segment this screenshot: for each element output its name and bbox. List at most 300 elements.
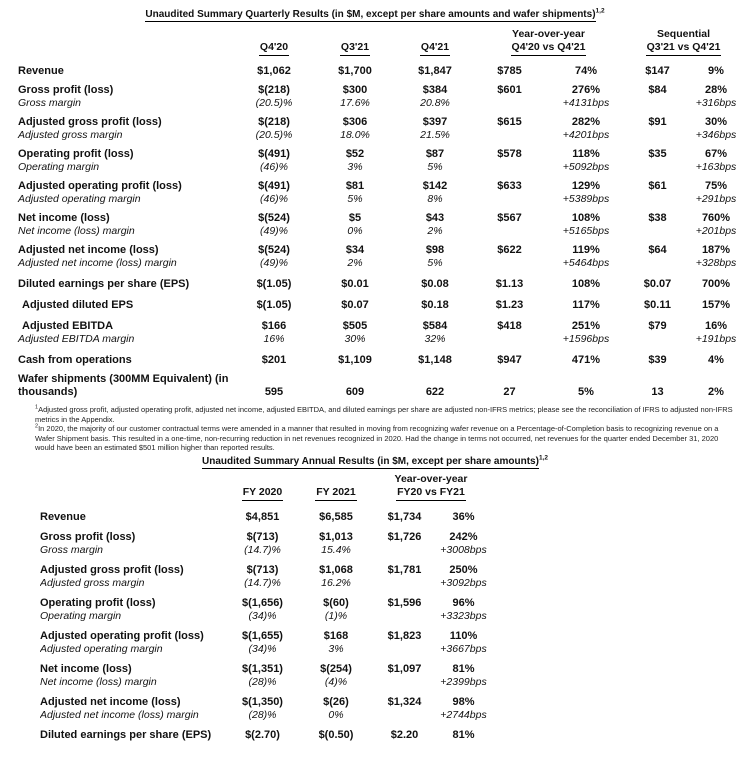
footnote-1-text: Adjusted gross profit, adjusted operating profit, adjusted net income, adjusted EBITDA, and diluted earnings per share are adjusted non-IFRS metrics; please see the reconciliation of IFRS to adjusted non-IFRS metrics in the Appendix.: [35, 405, 733, 424]
row-label: Wafer shipments (300MM Equivalent) (in thousands): [18, 373, 229, 398]
cell-value: $(1.05): [256, 299, 292, 311]
cell-value: [472, 333, 547, 346]
cell-value: [372, 643, 437, 656]
cell-value: [625, 97, 690, 110]
cell-value: $567: [497, 212, 522, 224]
cell-value: (49)%: [259, 257, 288, 269]
cell-value: 67%: [704, 148, 728, 160]
cell-value: 250%: [449, 563, 478, 576]
cell-value: [372, 544, 437, 557]
col-header-yoy-compare: Q4'20 vs Q4'21: [511, 41, 587, 56]
quarterly-column-header-row: [8, 41, 742, 59]
cell-value: $0.08: [421, 278, 449, 290]
empty-header-cell: [8, 28, 236, 41]
cell-value: $615: [497, 116, 522, 128]
metric-row: [40, 656, 490, 676]
metric-row: [8, 367, 742, 399]
cell-value: 609: [345, 386, 365, 398]
footnote-1-marker: 1: [35, 404, 39, 411]
cell-value: $201: [261, 354, 287, 366]
metric-row: [8, 174, 742, 193]
row-label: Adjusted gross margin: [40, 576, 145, 589]
cell-value: $(524): [258, 244, 290, 256]
cell-value: $622: [497, 244, 522, 256]
column-header: [300, 486, 372, 504]
cell-value: $(0.50): [318, 728, 354, 741]
row-label: Net income (loss) margin: [18, 225, 135, 237]
cell-value: $584: [422, 320, 448, 332]
cell-value: $84: [648, 84, 667, 96]
row-label: Adjusted net income (loss) margin: [18, 257, 177, 269]
margin-row: [8, 333, 742, 346]
cell-value: $39: [648, 354, 667, 366]
row-label: Adjusted gross profit (loss): [18, 116, 162, 128]
cell-value: $505: [342, 320, 368, 332]
metric-row: [40, 722, 490, 742]
cell-value: $168: [323, 629, 349, 642]
cell-value: (28)%: [248, 675, 277, 688]
metric-row: [40, 689, 490, 709]
cell-value: +5464bps: [562, 257, 610, 269]
cell-value: +191bps: [695, 333, 737, 345]
cell-value: [625, 129, 690, 142]
cell-value: $578: [497, 148, 522, 160]
cell-value: 30%: [344, 333, 366, 345]
annual-title-footnote-ref: 1,2: [538, 454, 548, 462]
cell-value: $147: [645, 65, 670, 77]
cell-value: 117%: [572, 299, 600, 311]
cell-value: $35: [648, 148, 667, 160]
row-label: Adjusted gross profit (loss): [40, 563, 184, 576]
cell-value: (46)%: [259, 193, 288, 205]
cell-value: $947: [497, 354, 522, 366]
cell-value: $(491): [258, 148, 290, 160]
cell-value: $(1,350): [242, 695, 283, 708]
cell-value: 2%: [347, 257, 363, 269]
cell-value: +3667bps: [440, 642, 487, 655]
cell-value: 32%: [424, 333, 446, 345]
cell-value: +5389bps: [562, 193, 610, 205]
cell-value: 13: [651, 386, 664, 398]
row-label: Operating profit (loss): [18, 148, 134, 160]
cell-value: $(524): [258, 212, 290, 224]
cell-value: 20.8%: [420, 97, 450, 109]
cell-value: [372, 610, 437, 623]
cell-value: 81%: [452, 728, 475, 741]
cell-value: 96%: [452, 596, 475, 609]
cell-value: 9%: [708, 65, 724, 77]
quarterly-results-title-text: Unaudited Summary Quarterly Results (in $M, except per share amounts and wafer shipments): [145, 9, 596, 20]
cell-value: $(1,351): [242, 662, 283, 675]
cell-value: 129%: [571, 180, 601, 192]
cell-value: +2744bps: [440, 708, 487, 721]
empty-header-cell: [40, 486, 225, 504]
cell-value: $34: [345, 244, 365, 256]
row-label: Revenue: [18, 65, 64, 77]
margin-row: [8, 161, 742, 174]
cell-value: 75%: [704, 180, 728, 192]
row-label: Operating margin: [40, 609, 122, 622]
cell-value: $43: [425, 212, 445, 224]
cell-value: 118%: [572, 148, 600, 160]
empty-header-cell: [236, 28, 472, 41]
cell-value: 108%: [571, 212, 601, 224]
col-header-fy2020: FY 2020: [242, 486, 284, 501]
cell-value: $(254): [320, 662, 352, 675]
cell-value: 595: [264, 386, 284, 398]
row-label: Adjusted operating margin: [18, 193, 141, 205]
cell-value: $601: [497, 84, 522, 96]
margin-row: [40, 643, 490, 656]
margin-row: [8, 129, 742, 142]
column-header: [472, 41, 625, 59]
cell-value: 276%: [571, 84, 601, 96]
cell-value: [372, 709, 437, 722]
row-label: Diluted earnings per share (EPS): [18, 278, 190, 290]
row-label: Adjusted operating profit (loss): [40, 629, 204, 642]
cell-value: $1,062: [257, 65, 291, 77]
cell-value: $1,700: [338, 65, 372, 77]
cell-value: 157%: [701, 299, 731, 311]
cell-value: $1,734: [387, 510, 422, 523]
cell-value: $(713): [246, 563, 279, 576]
cell-value: $(26): [323, 695, 349, 708]
row-label: Operating margin: [18, 161, 100, 173]
cell-value: +316bps: [695, 97, 737, 109]
row-label: Gross margin: [40, 543, 104, 556]
cell-value: 622: [425, 386, 445, 398]
cell-value: [372, 577, 437, 590]
cell-value: [625, 257, 690, 270]
row-label: Operating profit (loss): [40, 596, 156, 609]
row-label: Net income (loss): [18, 212, 110, 224]
quarterly-results-table: [8, 28, 742, 399]
annual-header-group-row: [40, 473, 490, 486]
cell-value: $1.13: [495, 278, 524, 290]
row-label: Gross profit (loss): [18, 84, 114, 96]
cell-value: $1.23: [495, 299, 524, 311]
margin-row: [40, 610, 490, 623]
annual-results-title: [8, 455, 742, 469]
cell-value: $1,013: [319, 530, 353, 543]
row-label: Net income (loss): [40, 662, 132, 675]
cell-value: +328bps: [695, 257, 737, 269]
cell-value: $1,097: [387, 662, 422, 675]
cell-value: +3092bps: [440, 576, 487, 589]
metric-row: [40, 504, 490, 524]
cell-value: $633: [497, 180, 522, 192]
cell-value: 119%: [572, 244, 600, 256]
cell-value: +5092bps: [562, 161, 610, 173]
cell-value: 30%: [704, 116, 728, 128]
cell-value: $1,781: [387, 563, 422, 576]
cell-value: [625, 225, 690, 238]
margin-row: [40, 709, 490, 722]
cell-value: $1,148: [418, 354, 452, 366]
cell-value: [625, 193, 690, 206]
footnote-1: [35, 405, 736, 424]
col-header-q3-21: Q3'21: [340, 41, 370, 56]
row-label: Gross margin: [18, 97, 82, 109]
row-label: Net income (loss) margin: [40, 675, 157, 688]
cell-value: 251%: [571, 320, 601, 332]
cell-value: $91: [648, 116, 667, 128]
cell-value: (14.7)%: [244, 543, 281, 556]
cell-value: 21.5%: [420, 129, 450, 141]
cell-value: $0.18: [421, 299, 449, 311]
metric-row: [40, 524, 490, 544]
cell-value: $6,585: [319, 510, 353, 523]
cell-value: (14.7)%: [244, 576, 281, 589]
cell-value: $79: [648, 320, 667, 332]
cell-value: (20.5)%: [255, 129, 293, 141]
cell-value: +291bps: [695, 193, 737, 205]
empty-header-cell: [8, 41, 236, 59]
empty-header-cell: [40, 473, 225, 486]
col-header-fy-compare: FY20 vs FY21: [396, 486, 466, 501]
cell-value: $1,823: [387, 629, 422, 642]
cell-value: 18.0%: [340, 129, 370, 141]
cell-value: 36%: [452, 510, 475, 523]
margin-row: [8, 225, 742, 238]
cell-value: [472, 97, 547, 110]
cell-value: 2%: [708, 386, 724, 398]
cell-value: [625, 333, 690, 346]
cell-value: 15.4%: [321, 543, 351, 556]
cell-value: 0%: [347, 225, 363, 237]
cell-value: $306: [342, 116, 368, 128]
cell-value: $(1,656): [242, 596, 283, 609]
cell-value: $0.01: [341, 278, 369, 290]
cell-value: $0.07: [341, 299, 369, 311]
cell-value: +4201bps: [562, 129, 610, 141]
metric-row: [8, 59, 742, 78]
cell-value: [625, 161, 690, 174]
cell-value: 27: [503, 386, 516, 398]
quarterly-results-title: [8, 8, 742, 22]
margin-row: [40, 676, 490, 689]
cell-value: (1)%: [324, 609, 348, 622]
annual-column-header-row: [40, 486, 490, 504]
cell-value: 700%: [701, 278, 731, 290]
cell-value: (4)%: [324, 675, 348, 688]
cell-value: 5%: [578, 386, 594, 398]
col-header-fy2021: FY 2021: [315, 486, 357, 501]
cell-value: +346bps: [695, 129, 737, 141]
cell-value: $785: [497, 65, 522, 77]
row-label: Revenue: [40, 510, 86, 523]
cell-value: $397: [422, 116, 448, 128]
cell-value: 110%: [449, 629, 478, 642]
cell-value: 282%: [571, 116, 601, 128]
empty-header-cell: [225, 473, 300, 486]
column-header: [236, 41, 312, 59]
cell-value: $87: [425, 148, 445, 160]
empty-header-cell: [300, 473, 372, 486]
cell-value: 8%: [427, 193, 443, 205]
metric-row: [40, 590, 490, 610]
cell-value: (34)%: [248, 609, 277, 622]
cell-value: 108%: [571, 278, 601, 290]
yoy-group-header: Year-over-year: [394, 472, 468, 485]
cell-value: $166: [261, 320, 287, 332]
cell-value: 3%: [328, 642, 344, 655]
cell-value: 74%: [574, 65, 598, 77]
column-header: [625, 41, 742, 59]
row-label: Adjusted operating margin: [40, 642, 163, 655]
metric-row: [8, 142, 742, 161]
column-header: [225, 486, 300, 504]
cell-value: 242%: [449, 530, 478, 543]
annual-results-title-text: Unaudited Summary Annual Results (in $M, except per share amounts): [202, 455, 539, 467]
row-label: Adjusted gross margin: [18, 129, 123, 141]
col-header-seq-compare: Q3'21 vs Q4'21: [646, 41, 722, 56]
row-label: Diluted earnings per share (EPS): [40, 728, 212, 741]
cell-value: $(1.05): [256, 278, 292, 290]
col-header-q4-20: Q4'20: [259, 41, 289, 56]
cell-value: $(2.70): [245, 728, 280, 741]
metric-row: [8, 238, 742, 257]
cell-value: $4,851: [245, 510, 280, 523]
cell-value: (34)%: [248, 642, 277, 655]
metric-row: [8, 312, 742, 333]
row-label: Adjusted diluted EPS: [22, 299, 134, 311]
cell-value: $98: [425, 244, 445, 256]
cell-value: $81: [345, 180, 365, 192]
cell-value: $384: [422, 84, 448, 96]
footnotes: [8, 405, 742, 453]
cell-value: 17.6%: [340, 97, 370, 109]
cell-value: 760%: [701, 212, 731, 224]
cell-value: $418: [497, 320, 522, 332]
column-header: [398, 41, 472, 59]
row-label: Gross profit (loss): [40, 530, 136, 543]
cell-value: 187%: [701, 244, 731, 256]
cell-value: 5%: [347, 193, 363, 205]
column-header: [312, 41, 398, 59]
cell-value: $52: [345, 148, 365, 160]
cell-value: [472, 193, 547, 206]
cell-value: [472, 129, 547, 142]
cell-value: $0.11: [644, 299, 671, 311]
margin-row: [8, 257, 742, 270]
cell-value: $5: [348, 212, 362, 224]
cell-value: $(218): [258, 116, 290, 128]
cell-value: 81%: [452, 662, 475, 675]
metric-row: [40, 623, 490, 643]
sequential-group-header: Sequential: [656, 28, 711, 40]
cell-value: 16%: [704, 320, 728, 332]
row-label: Adjusted net income (loss) margin: [40, 708, 199, 721]
cell-value: 16%: [263, 333, 285, 345]
margin-row: [40, 577, 490, 590]
cell-value: (49)%: [259, 225, 288, 237]
metric-row: [40, 557, 490, 577]
cell-value: $38: [648, 212, 667, 224]
cell-value: $2.20: [390, 728, 419, 741]
cell-value: $(491): [258, 180, 290, 192]
metric-row: [8, 78, 742, 97]
cell-value: 3%: [347, 161, 363, 173]
footnote-2: [35, 424, 736, 453]
cell-value: 5%: [427, 257, 443, 269]
cell-value: +4131bps: [562, 97, 610, 109]
cell-value: $0.07: [643, 278, 672, 290]
cell-value: [372, 676, 437, 689]
cell-value: +3008bps: [440, 543, 487, 556]
footnote-2-text: In 2020, the majority of our customer contractual terms were amended in a manner that resulted in moving from recognizing wafer revenue on a Percentage-of-Completion basis to recognizing revenue on a Wafer Shipment basis. This resulted in a one-time, non-recurring reduction in net revenues recognized in 2020. Had the change in terms not occurred, net revenues for the quarter ended December 31, 2020 would have been an estimated $501 million higher than reported results.: [35, 424, 719, 452]
cell-value: 0%: [328, 708, 344, 721]
cell-value: (46)%: [259, 161, 288, 173]
cell-value: $(1,655): [242, 629, 283, 642]
cell-value: $1,068: [319, 563, 353, 576]
cell-value: 5%: [427, 161, 443, 173]
cell-value: $61: [648, 180, 667, 192]
yoy-group-header: Year-over-year: [512, 28, 585, 40]
cell-value: 98%: [452, 695, 475, 708]
footnote-2-marker: 2: [35, 423, 39, 430]
metric-row: [8, 270, 742, 291]
cell-value: +2399bps: [440, 675, 487, 688]
margin-row: [8, 97, 742, 110]
cell-value: (28)%: [248, 708, 277, 721]
annual-results-table: [40, 473, 490, 742]
margin-row: [8, 193, 742, 206]
cell-value: $300: [342, 84, 368, 96]
cell-value: +1596bps: [562, 333, 610, 345]
margin-row: [40, 544, 490, 557]
col-header-q4-21: Q4'21: [420, 41, 450, 56]
row-label: Adjusted EBITDA margin: [18, 333, 135, 345]
metric-row: [8, 346, 742, 367]
metric-row: [8, 291, 742, 312]
row-label: Adjusted net income (loss): [18, 244, 159, 256]
row-label: Cash from operations: [18, 354, 132, 366]
cell-value: $1,726: [387, 530, 422, 543]
row-label: Adjusted EBITDA: [22, 320, 114, 332]
cell-value: 4%: [708, 354, 724, 366]
cell-value: [472, 161, 547, 174]
row-label: Adjusted net income (loss): [40, 695, 181, 708]
cell-value: $(218): [258, 84, 290, 96]
metric-row: [8, 206, 742, 225]
cell-value: $1,847: [418, 65, 452, 77]
cell-value: $(60): [323, 596, 349, 609]
cell-value: $1,109: [338, 354, 372, 366]
column-header: [372, 486, 490, 504]
cell-value: 28%: [704, 84, 728, 96]
cell-value: +5165bps: [562, 225, 610, 237]
cell-value: +163bps: [695, 161, 737, 173]
cell-value: $1,596: [387, 596, 422, 609]
quarterly-header-group-row: [8, 28, 742, 41]
cell-value: $(713): [246, 530, 279, 543]
cell-value: 2%: [427, 225, 443, 237]
row-label: Adjusted operating profit (loss): [18, 180, 182, 192]
cell-value: $64: [648, 244, 667, 256]
cell-value: 16.2%: [321, 576, 351, 589]
cell-value: $142: [422, 180, 448, 192]
cell-value: $1,324: [387, 695, 422, 708]
metric-row: [8, 110, 742, 129]
cell-value: +3323bps: [440, 609, 487, 622]
cell-value: (20.5)%: [255, 97, 293, 109]
quarterly-title-footnote-ref: 1,2: [595, 7, 605, 15]
cell-value: 471%: [571, 354, 601, 366]
cell-value: [472, 257, 547, 270]
cell-value: [472, 225, 547, 238]
cell-value: +201bps: [695, 225, 737, 237]
